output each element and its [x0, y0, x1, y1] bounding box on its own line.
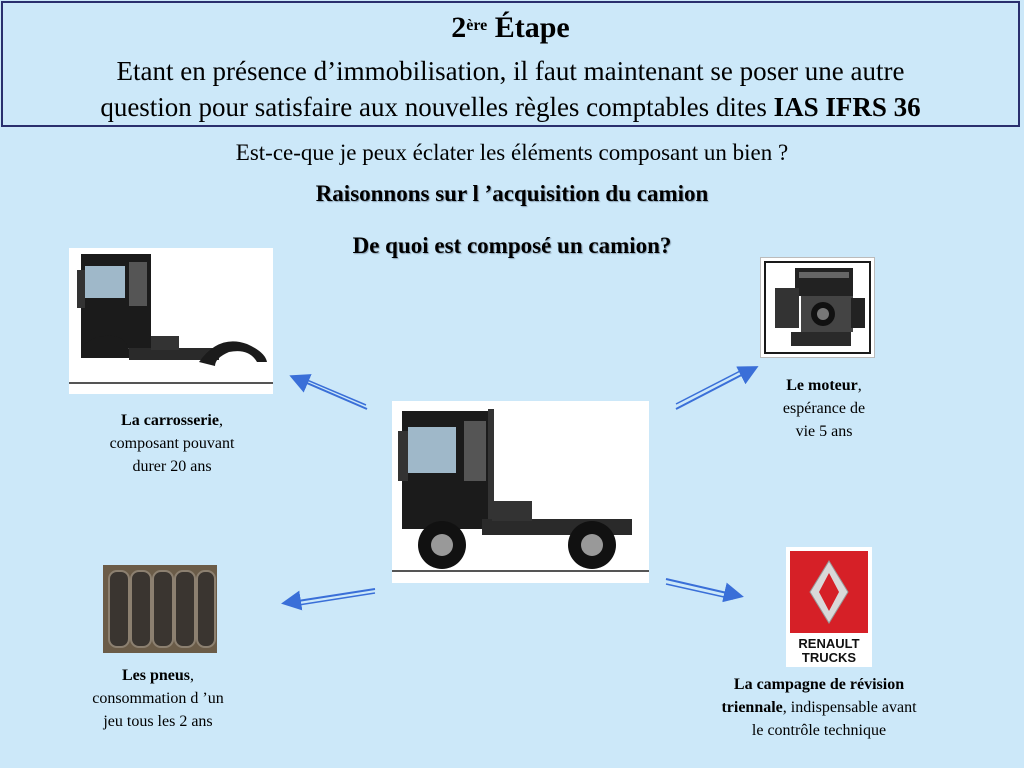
caption-carrosserie: La carrosserie, composant pouvant durer 20 ans — [109, 412, 235, 475]
caption-moteur: Le moteur, espérance de vie 5 ans — [782, 377, 866, 440]
question-text: Est-ce-que je peux éclater les éléments composant un bien ? — [235, 140, 789, 165]
arrow-to-pneus — [285, 589, 375, 606]
title-superscript: ère — [466, 17, 488, 34]
title-word: Étape — [494, 11, 570, 44]
heading-acquisition: Raisonnons sur l ’acquisition du camion — [315, 181, 709, 206]
heading-composition: De quoi est composé un camion? — [352, 233, 672, 258]
logo-text-renault: RENAULT — [798, 636, 860, 651]
title-line-3: question pour satisfaire aux nouvelles règles comptables dites IAS IFRS 36 — [100, 92, 921, 122]
arrow-to-carrosserie — [293, 377, 367, 409]
caption-revision: La campagne de révision triennale, indispensable avant le contrôle technique — [721, 676, 917, 739]
ias-ifrs-label: IAS IFRS 36 — [773, 92, 921, 122]
caption-pneus: Les pneus, consommation d ’un jeu tous les 2 ans — [92, 667, 224, 730]
slide-title: 2ère Étape — [451, 11, 570, 44]
arrow-to-moteur — [676, 367, 755, 409]
title-line-2: Etant en présence d’immobilisation, il faut maintenant se poser une autre — [116, 56, 905, 86]
logo-text-trucks: TRUCKS — [801, 650, 857, 665]
arrow-to-revision — [666, 579, 740, 599]
